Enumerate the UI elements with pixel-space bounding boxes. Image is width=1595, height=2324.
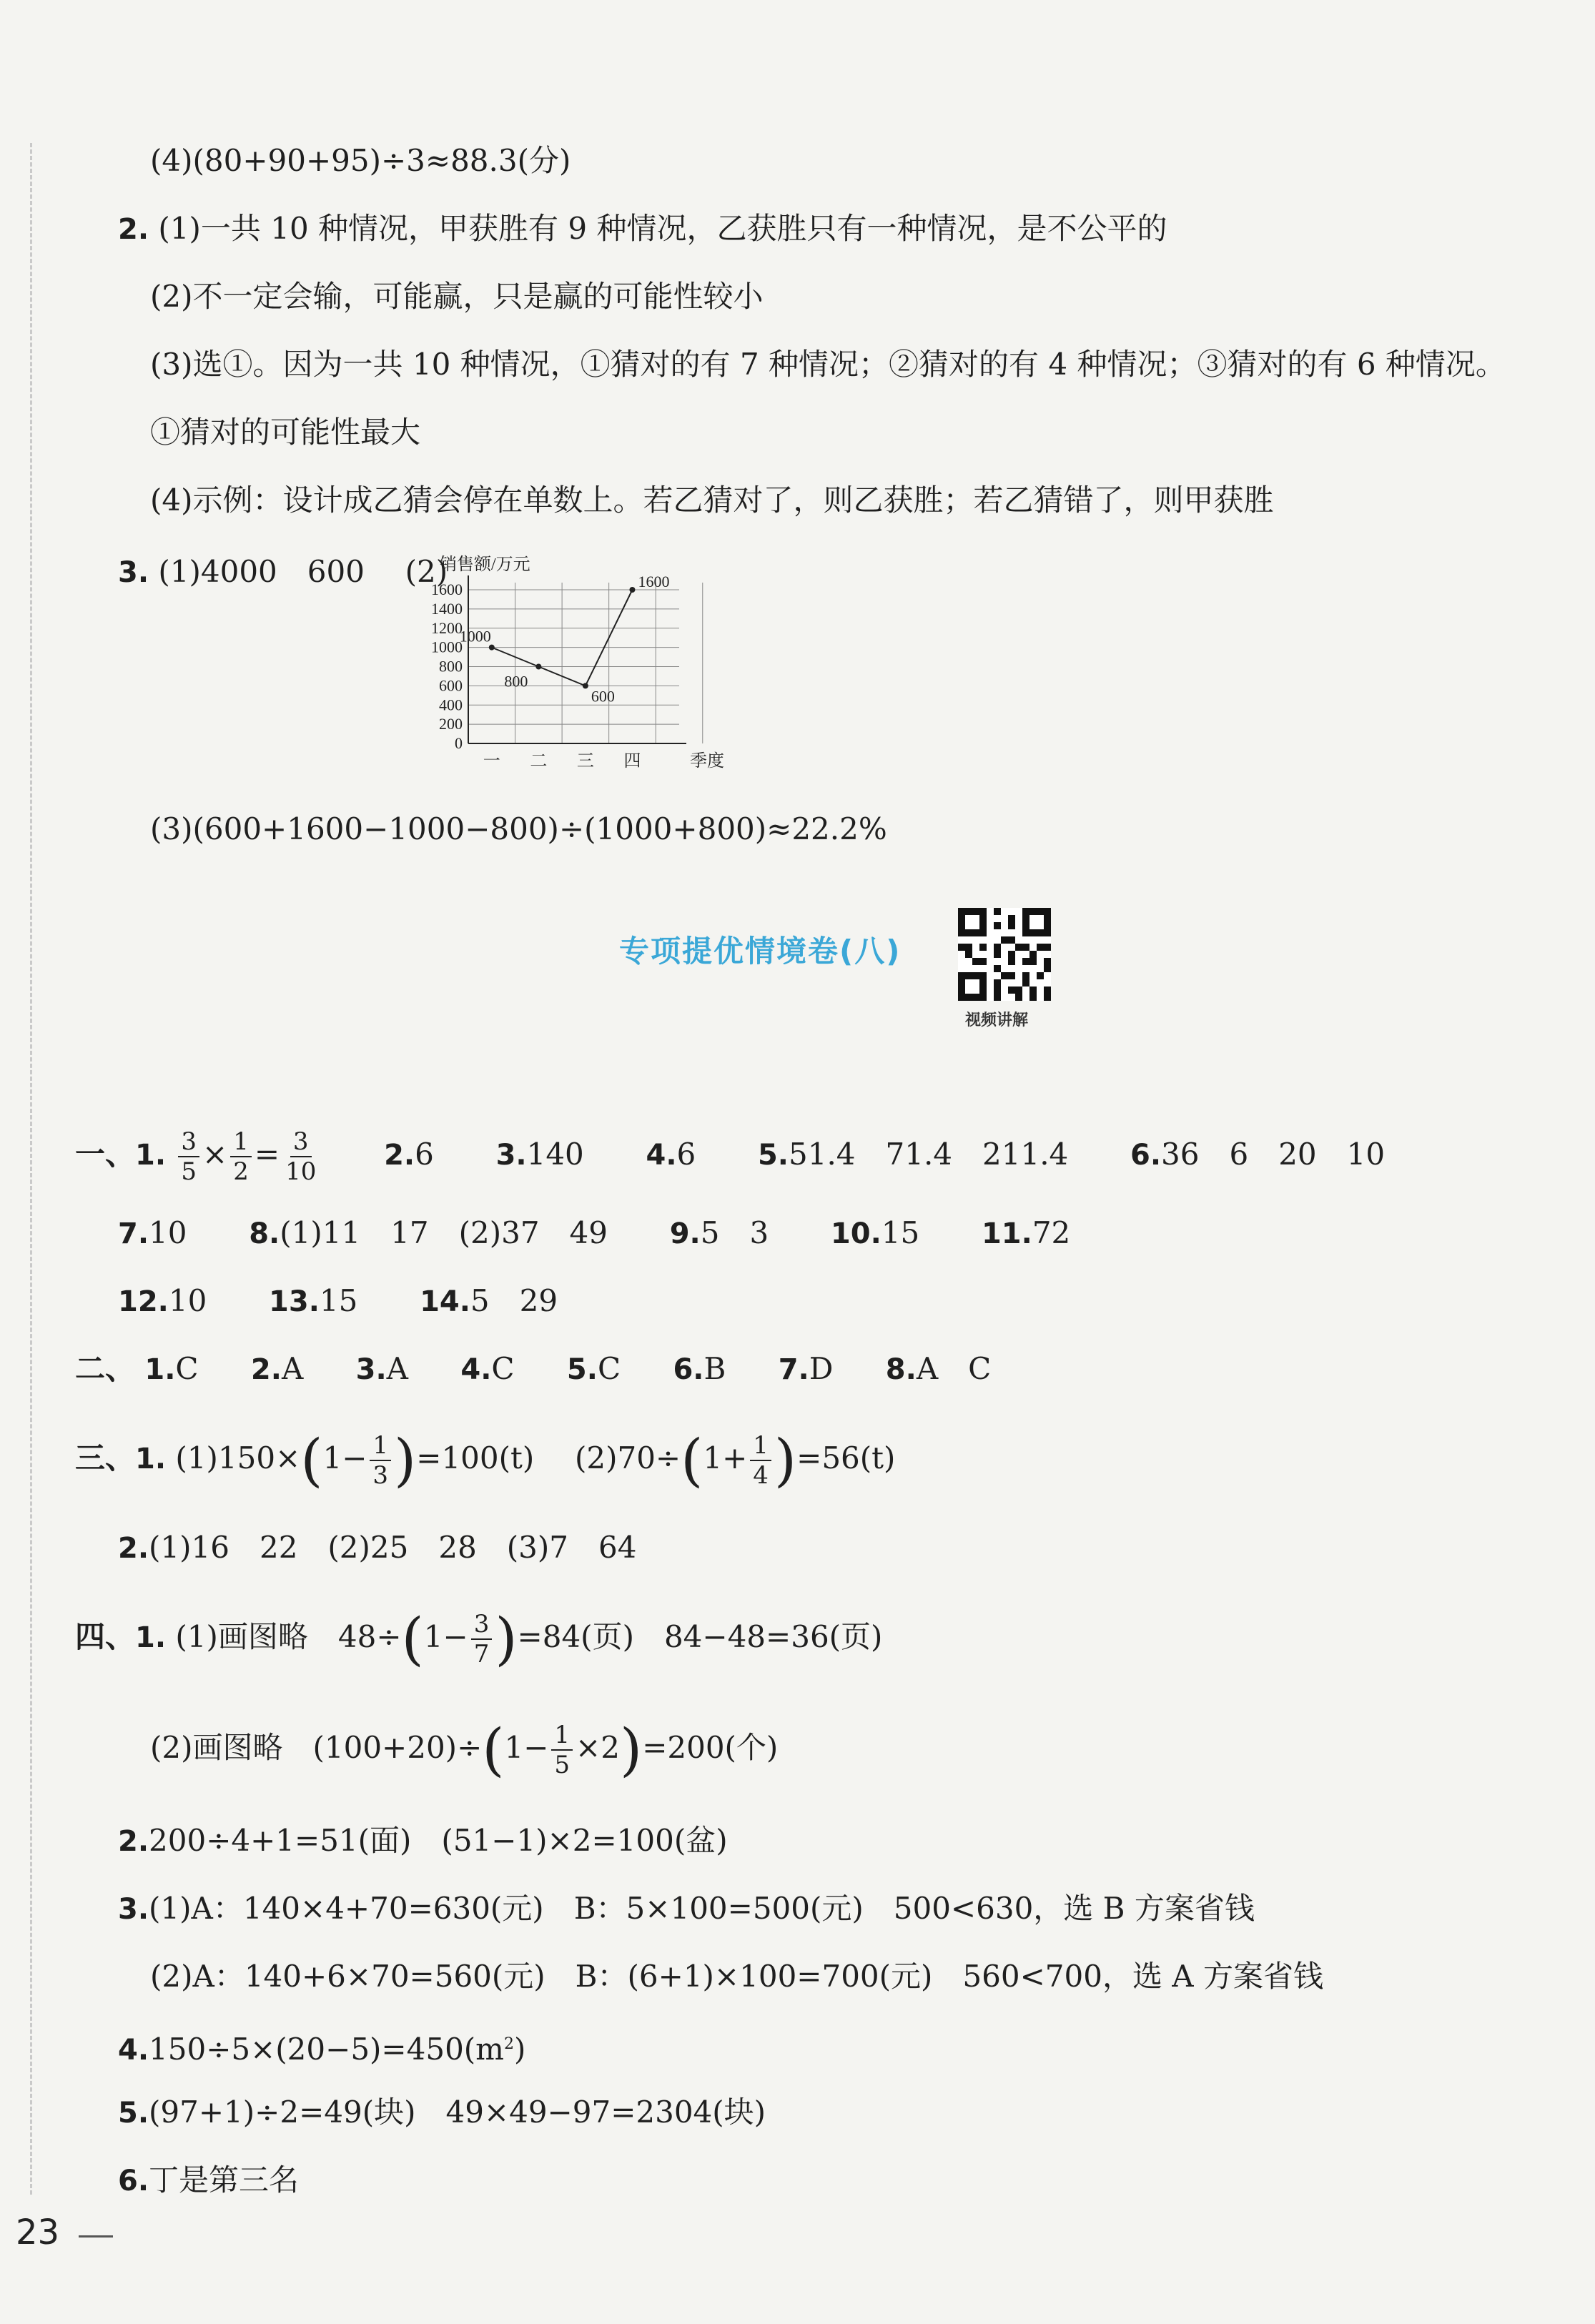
numerator: 1 — [230, 1127, 252, 1157]
superscript: 2 — [504, 2035, 514, 2053]
answer-line-q1-4: (4)(80+90+95)÷3≈88.3(分) — [150, 143, 571, 178]
answer-end: ) — [514, 2032, 526, 2067]
part4-row2: (2)画图略 (100+20)÷(1− $\frac{1}{5}$ ×2)=200(个) — [150, 1716, 779, 1783]
x-tick-label: 一 — [483, 752, 500, 771]
expression: (1)150× — [175, 1440, 301, 1475]
question-number: 5. — [118, 2097, 149, 2130]
x-tick-label: 二 — [530, 752, 548, 771]
expression: =200(个) — [642, 1730, 779, 1765]
answer-q2-1 — [118, 207, 1167, 251]
expression: 1+ — [703, 1440, 748, 1475]
expression: ×2 — [576, 1730, 620, 1765]
page-number-dash — [79, 2235, 113, 2238]
y-tick-label: 0 — [455, 734, 463, 752]
question-number: 3. — [355, 1353, 387, 1386]
qr-code-icon[interactable] — [958, 908, 1051, 1001]
answer: 6 — [676, 1137, 696, 1172]
answer: C — [491, 1351, 515, 1386]
answer: 15 — [319, 1283, 358, 1318]
answer-q2-3b: ①猜对的可能性最大 — [150, 415, 421, 450]
fraction — [282, 1127, 319, 1186]
chart-axes — [468, 575, 686, 743]
qr-code-label: 视频讲解 — [965, 1012, 1029, 1029]
answer: 200÷4+1=51(面) (51−1)×2=100(盆) — [149, 1823, 728, 1858]
answer: (1)16 22 (2)25 28 (3)7 64 — [149, 1530, 637, 1565]
answer: A — [386, 1351, 409, 1386]
denominator: 5 — [181, 1157, 197, 1186]
section-label: 三、 — [75, 1440, 136, 1475]
denominator: 2 — [233, 1157, 249, 1186]
answer: 15 — [881, 1215, 920, 1250]
y-tick-label: 1400 — [431, 599, 463, 618]
part4-q6 — [118, 2159, 299, 2202]
answer: 丁是第三名 — [149, 2162, 300, 2197]
answer-q2-4: (4)示例：设计成乙猜会停在单数上。若乙猜对了，则乙获胜；若乙猜错了，则甲获胜 — [150, 483, 1274, 518]
answer: D — [809, 1351, 834, 1386]
question-number: 8. — [249, 1217, 280, 1250]
question-number: 12. — [118, 1285, 169, 1318]
denominator: 10 — [285, 1157, 317, 1186]
answer: A C — [916, 1351, 992, 1386]
part3-row2 — [118, 1526, 636, 1570]
data-point — [583, 683, 588, 688]
question-number: 5. — [757, 1139, 789, 1172]
data-label: 600 — [591, 687, 615, 706]
section-label: 四、 — [75, 1619, 136, 1654]
numerator: 1 — [370, 1431, 391, 1461]
question-number: 1. — [135, 1443, 167, 1475]
section-label: 二、 — [75, 1351, 136, 1386]
fraction — [178, 1127, 199, 1186]
x-tick-label: 四 — [623, 752, 641, 771]
part4-q3a — [118, 1887, 1255, 1931]
answer: 72 — [1032, 1215, 1071, 1250]
fraction — [551, 1721, 573, 1779]
question-number: 3. — [495, 1139, 527, 1172]
question-number: 1. — [144, 1353, 176, 1386]
data-label: 1000 — [459, 627, 491, 646]
answer: 140 — [526, 1137, 584, 1172]
answer: (1)A：140×4+70=630(元) B：5×100=500(元) 500<630，选 B 方案省钱 — [149, 1891, 1255, 1926]
y-tick-label: 400 — [439, 696, 463, 714]
expression: 1− — [504, 1730, 549, 1765]
answer-q3-3: (3)(600+1600−1000−800)÷(1000+800)≈22.2% — [150, 811, 887, 846]
chart-marks — [460, 573, 670, 705]
fraction — [230, 1127, 252, 1186]
part1-row1 — [75, 1122, 1385, 1187]
numerator: 3 — [290, 1127, 312, 1157]
part4-q2 — [118, 1819, 728, 1863]
data-point — [535, 664, 541, 670]
chart-grid — [468, 583, 703, 743]
part3-row1: 三、1. (1)150×(1− $\frac{1}{3}$ )=100(t) (2)70÷(1+ $\frac{1}{4}$ )=56(t) — [75, 1427, 896, 1493]
fraction — [471, 1610, 493, 1668]
answer: (1)11 17 (2)37 49 — [280, 1215, 608, 1250]
x-tick-label: 三 — [576, 752, 594, 771]
answer: 5 3 — [700, 1215, 769, 1250]
answer-text: (1)4000 600 — [158, 554, 365, 589]
question-number: 2. — [118, 1825, 149, 1858]
operator: × — [202, 1137, 228, 1172]
expression: =56(t) — [796, 1440, 896, 1475]
section-label: 一、 — [75, 1137, 136, 1172]
binding-margin-line — [30, 143, 32, 2195]
expression: =100(t) — [416, 1440, 535, 1475]
y-tick-label: 200 — [439, 715, 463, 733]
chart-tick-labels — [431, 555, 724, 771]
question-number: 4. — [118, 2034, 149, 2067]
expression: =84(页) 84−48=36(页) — [517, 1619, 883, 1654]
question-number: 11. — [981, 1217, 1032, 1250]
answer: 10 — [149, 1215, 187, 1250]
question-number: 3. — [118, 556, 149, 589]
question-number: 4. — [460, 1353, 492, 1386]
y-tick-label: 800 — [439, 657, 463, 676]
question-number: 2. — [118, 1532, 149, 1565]
answer: 5 29 — [470, 1283, 558, 1318]
answer: C — [175, 1351, 199, 1386]
denominator: 7 — [473, 1640, 490, 1668]
question-number: 2. — [384, 1139, 415, 1172]
data-point — [629, 587, 635, 593]
data-point — [489, 645, 495, 651]
question-number: 14. — [420, 1285, 470, 1318]
numerator: 3 — [178, 1127, 199, 1157]
answer-text: (1)一共 10 种情况，甲获胜有 9 种情况，乙获胜只有一种情况，是不公平的 — [158, 211, 1167, 246]
part2-row — [75, 1348, 991, 1391]
numerator: 3 — [471, 1610, 493, 1640]
sales-line-chart — [408, 554, 751, 776]
answer: 51.4 71.4 211.4 — [789, 1137, 1069, 1172]
part4-q4 — [118, 2023, 525, 2072]
y-tick-label: 1600 — [431, 580, 463, 598]
x-axis-label: 季度 — [690, 752, 724, 771]
section-title: 专项提优情境卷(八) — [619, 934, 902, 969]
question-number: 7. — [118, 1217, 149, 1250]
question-number: 7. — [778, 1353, 809, 1386]
y-tick-label: 600 — [439, 676, 463, 695]
numerator: 1 — [750, 1431, 771, 1461]
expression: 1− — [322, 1440, 367, 1475]
answer: (97+1)÷2=49(块) 49×49−97=2304(块) — [149, 2095, 766, 2130]
answer-part-label: (2) — [405, 554, 448, 589]
part4-q5 — [118, 2091, 766, 2135]
answer-q2-2: (2)不一定会输，可能赢，只是赢的可能性较小 — [150, 279, 764, 314]
answer: B — [703, 1351, 726, 1386]
question-number: 1. — [135, 1139, 167, 1172]
data-label: 800 — [504, 672, 528, 691]
numerator: 1 — [551, 1721, 573, 1751]
answer-q3-1 — [118, 550, 448, 594]
denominator: 5 — [554, 1751, 571, 1779]
expression: (1)画图略 48÷ — [175, 1619, 402, 1654]
question-number: 6. — [118, 2165, 149, 2197]
question-number: 8. — [885, 1353, 917, 1386]
fraction — [370, 1431, 391, 1490]
question-number: 4. — [646, 1139, 677, 1172]
operator: = — [254, 1137, 280, 1172]
question-number: 1. — [135, 1621, 167, 1654]
denominator: 4 — [753, 1461, 769, 1490]
answer: A — [281, 1351, 304, 1386]
part4-q3b: (2)A：140+6×70=560(元) B：(6+1)×100=700(元) 560<700，选 A 方案省钱 — [150, 1959, 1323, 1994]
question-number: 6. — [673, 1353, 704, 1386]
question-number: 6. — [1130, 1139, 1162, 1172]
question-number: 9. — [669, 1217, 701, 1250]
question-number: 2. — [250, 1353, 282, 1386]
question-number: 2. — [118, 213, 149, 246]
question-number: 3. — [118, 1893, 149, 1926]
answer: 10 — [168, 1283, 207, 1318]
y-tick-label: 1000 — [431, 638, 463, 656]
denominator: 3 — [372, 1461, 389, 1490]
expression: 1− — [423, 1619, 468, 1654]
expression: (2)70÷ — [575, 1440, 681, 1475]
data-label: 1600 — [638, 573, 670, 590]
part1-row2 — [118, 1212, 1070, 1255]
answer: C — [597, 1351, 621, 1386]
part1-row3 — [118, 1280, 558, 1323]
y-tick-label: 1200 — [431, 618, 463, 637]
question-number: 10. — [830, 1217, 882, 1250]
part4-row1: 四、1. (1)画图略 48÷(1− $\frac{3}{7}$ )=84(页) 84−48=36(页) — [75, 1606, 883, 1672]
fraction — [750, 1431, 771, 1490]
question-number: 13. — [269, 1285, 320, 1318]
answer-q2-3: (3)选①。因为一共 10 种情况，①猜对的有 7 种情况；②猜对的有 4 种情况；③猜对的有 6 种情况。 — [150, 347, 1506, 382]
answer: 36 6 20 10 — [1161, 1137, 1386, 1172]
question-number: 5. — [566, 1353, 598, 1386]
y-axis-label: 销售额/万元 — [440, 555, 530, 574]
page-number: 23 — [16, 2212, 60, 2253]
answer: 150÷5×(20−5)=450(m — [149, 2032, 504, 2067]
answer: 6 — [415, 1137, 434, 1172]
expression: (2)画图略 (100+20)÷ — [150, 1730, 483, 1765]
